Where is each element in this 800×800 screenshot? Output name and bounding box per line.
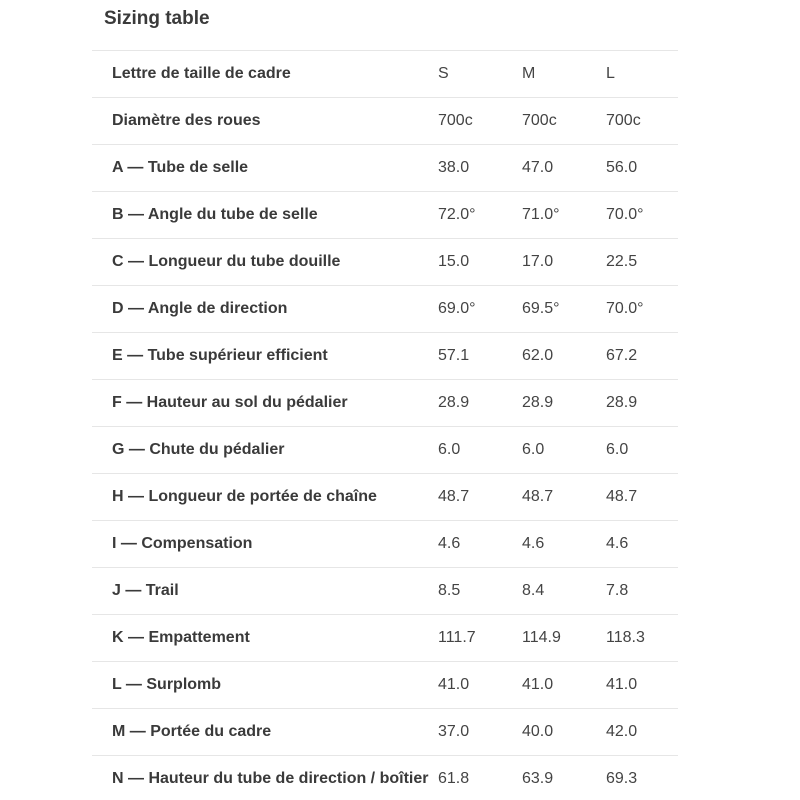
size-value-s: 700c [438, 98, 522, 145]
size-value-s: 69.0° [438, 286, 522, 333]
size-value-l: 67.2 [606, 333, 678, 380]
size-value-l: 6.0 [606, 427, 678, 474]
row-label: E — Tube supérieur efficient [92, 333, 438, 380]
row-label: H — Longueur de portée de chaîne [92, 474, 438, 521]
table-row [92, 333, 678, 380]
sizing-table [92, 50, 678, 800]
size-value-m: 8.4 [522, 568, 606, 615]
size-value-l: 70.0° [606, 192, 678, 239]
size-value-m: 40.0 [522, 709, 606, 756]
sizing-table-body [92, 51, 678, 800]
table-row [92, 239, 678, 286]
size-value-s: 37.0 [438, 709, 522, 756]
table-row [92, 380, 678, 427]
row-label: G — Chute du pédalier [92, 427, 438, 474]
row-label: I — Compensation [92, 521, 438, 568]
size-value-s: 61.8 [438, 756, 522, 800]
table-row [92, 615, 678, 662]
size-value-m: 4.6 [522, 521, 606, 568]
table-row [92, 51, 678, 98]
size-value-m: 41.0 [522, 662, 606, 709]
table-row [92, 286, 678, 333]
row-label: N — Hauteur du tube de direction / boîtier [92, 756, 438, 800]
size-value-l: L [606, 51, 678, 98]
size-value-l: 7.8 [606, 568, 678, 615]
size-value-l: 69.3 [606, 756, 678, 800]
table-row [92, 568, 678, 615]
size-value-s: 8.5 [438, 568, 522, 615]
size-value-l: 42.0 [606, 709, 678, 756]
size-value-s: 72.0° [438, 192, 522, 239]
table-row [92, 662, 678, 709]
row-label: D — Angle de direction [92, 286, 438, 333]
row-label: B — Angle du tube de selle [92, 192, 438, 239]
size-value-s: S [438, 51, 522, 98]
row-label: J — Trail [92, 568, 438, 615]
size-value-m: 69.5° [522, 286, 606, 333]
table-row [92, 192, 678, 239]
page-title: Sizing table [104, 8, 210, 29]
table-row [92, 427, 678, 474]
size-value-s: 111.7 [438, 615, 522, 662]
size-value-m: 48.7 [522, 474, 606, 521]
size-value-l: 28.9 [606, 380, 678, 427]
size-value-m: 114.9 [522, 615, 606, 662]
row-label: A — Tube de selle [92, 145, 438, 192]
size-value-s: 4.6 [438, 521, 522, 568]
size-value-s: 15.0 [438, 239, 522, 286]
size-value-m: 62.0 [522, 333, 606, 380]
table-row [92, 756, 678, 800]
table-row [92, 709, 678, 756]
size-value-s: 48.7 [438, 474, 522, 521]
row-label: L — Surplomb [92, 662, 438, 709]
size-value-l: 700c [606, 98, 678, 145]
table-row [92, 145, 678, 192]
table-row [92, 521, 678, 568]
size-value-m: 6.0 [522, 427, 606, 474]
size-value-m: 71.0° [522, 192, 606, 239]
row-label: C — Longueur du tube douille [92, 239, 438, 286]
row-label: M — Portée du cadre [92, 709, 438, 756]
size-value-l: 22.5 [606, 239, 678, 286]
size-value-l: 56.0 [606, 145, 678, 192]
size-value-l: 70.0° [606, 286, 678, 333]
size-value-m: 17.0 [522, 239, 606, 286]
size-value-m: 700c [522, 98, 606, 145]
row-label: F — Hauteur au sol du pédalier [92, 380, 438, 427]
size-value-l: 4.6 [606, 521, 678, 568]
size-value-s: 28.9 [438, 380, 522, 427]
size-value-m: 63.9 [522, 756, 606, 800]
size-value-m: 47.0 [522, 145, 606, 192]
size-value-l: 41.0 [606, 662, 678, 709]
size-value-s: 38.0 [438, 145, 522, 192]
table-row [92, 474, 678, 521]
size-value-m: 28.9 [522, 380, 606, 427]
size-value-m: M [522, 51, 606, 98]
size-value-s: 57.1 [438, 333, 522, 380]
row-label: Lettre de taille de cadre [92, 51, 438, 98]
size-value-l: 48.7 [606, 474, 678, 521]
size-value-s: 41.0 [438, 662, 522, 709]
table-row [92, 98, 678, 145]
size-value-l: 118.3 [606, 615, 678, 662]
size-value-s: 6.0 [438, 427, 522, 474]
row-label: K — Empattement [92, 615, 438, 662]
row-label: Diamètre des roues [92, 98, 438, 145]
